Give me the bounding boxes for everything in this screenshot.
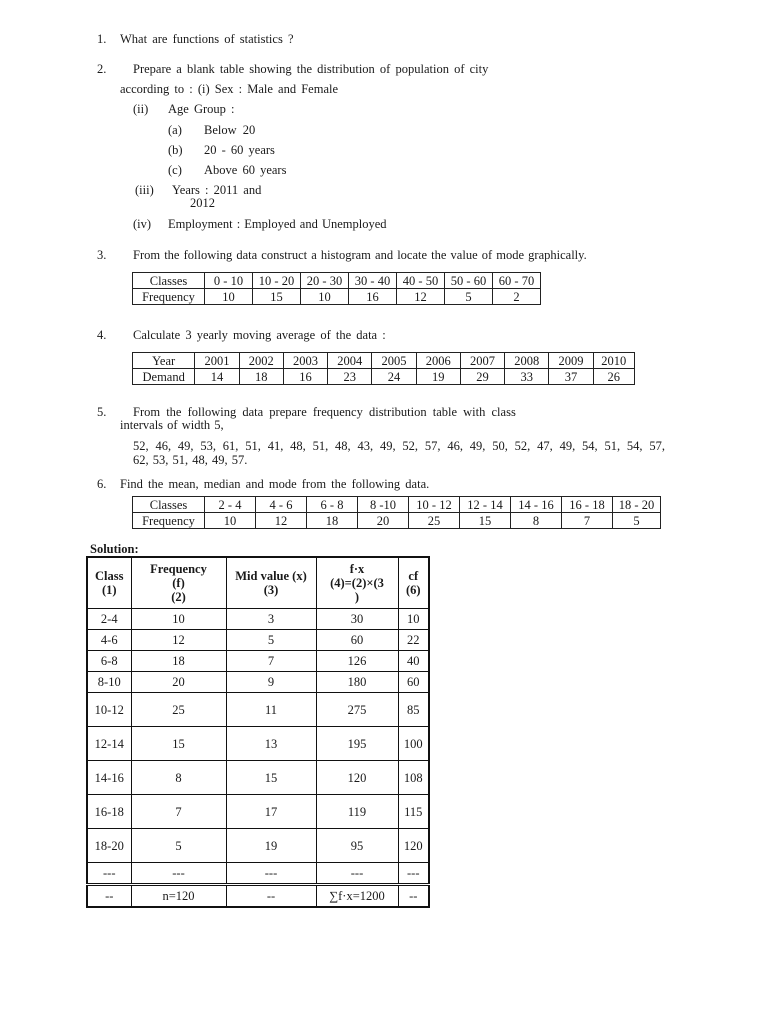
header-subtext: (3) (263, 583, 279, 597)
q5-line1: From the following data prepare frequency distribution table with class (133, 405, 516, 419)
total-frequency-cell: n=120 (131, 885, 226, 908)
q2-iii-text: Years : 2011 and (172, 183, 262, 197)
cf-cell: 115 (398, 795, 429, 829)
fx-cell: 30 (316, 609, 398, 630)
q2-b-text: 20 - 60 years (204, 143, 275, 157)
q6-class-cell: 14 - 16 (511, 497, 562, 513)
q2-iv-label: (iv) (133, 217, 152, 231)
cf-cell: 10 (398, 609, 429, 630)
mid-value-cell: 9 (226, 672, 316, 693)
total-fx-cell: ∑f·x=1200 (316, 885, 398, 908)
mid-value-cell: 15 (226, 761, 316, 795)
q4-number: 4. (97, 328, 107, 342)
q4-demand-cell: 18 (239, 369, 283, 385)
q6-freq-cell: 8 (511, 513, 562, 529)
q6-class-cell: 4 - 6 (256, 497, 307, 513)
fx-cell: 120 (316, 761, 398, 795)
header-subtext: (4)=(2)×(3 (330, 576, 384, 590)
q4-year-cell: 2008 (505, 353, 549, 369)
mid-value-cell: 13 (226, 727, 316, 761)
cf-cell: 120 (398, 829, 429, 863)
mid-value-cell: 7 (226, 651, 316, 672)
q3-number: 3. (97, 248, 107, 262)
frequency-cell: 5 (131, 829, 226, 863)
header-subtext: (f) (172, 576, 185, 590)
table-row (87, 609, 429, 630)
q5-line2: intervals of width 5, (120, 418, 224, 432)
q4-year-cell: 2005 (372, 353, 416, 369)
class-cell: --- (87, 863, 131, 885)
solution-title: Solution: (90, 542, 139, 556)
fx-cell: 60 (316, 630, 398, 651)
q3-class-cell: 20 - 30 (301, 273, 349, 289)
fx-cell: 180 (316, 672, 398, 693)
header-class (87, 557, 131, 609)
q4-row-label-year: Year (133, 353, 195, 369)
q6-freq-cell: 10 (205, 513, 256, 529)
q4-year-cell: 2006 (416, 353, 460, 369)
q6-class-cell: 6 - 8 (307, 497, 358, 513)
table-row (87, 727, 429, 761)
q4-text: Calculate 3 yearly moving average of the data : (133, 328, 386, 342)
q1-number: 1. (97, 32, 107, 46)
q2-c-label: (c) (168, 163, 182, 177)
q4-demand-cell: 24 (372, 369, 416, 385)
q3-freq-cell: 15 (253, 289, 301, 305)
q6-class-cell: 16 - 18 (562, 497, 613, 513)
header-text: Frequency (150, 562, 207, 576)
frequency-cell: 12 (131, 630, 226, 651)
q6-class-cell: 2 - 4 (205, 497, 256, 513)
header-mid-value (226, 557, 316, 609)
q3-freq-cell: 2 (493, 289, 541, 305)
q4-year-cell: 2007 (460, 353, 504, 369)
cf-cell: 85 (398, 693, 429, 727)
q6-freq-cell: 5 (613, 513, 661, 529)
mid-value-cell: 19 (226, 829, 316, 863)
cf-cell: 60 (398, 672, 429, 693)
class-cell: 8-10 (87, 672, 131, 693)
frequency-cell: 15 (131, 727, 226, 761)
q2-line1: Prepare a blank table showing the distribution of population of city (133, 62, 489, 76)
total-mid-value-cell: -- (226, 885, 316, 908)
class-cell: 12-14 (87, 727, 131, 761)
mid-value-cell: 17 (226, 795, 316, 829)
header-subtext: (2) (171, 590, 186, 604)
q2-number: 2. (97, 62, 107, 76)
fx-cell: 275 (316, 693, 398, 727)
q1-text: What are functions of statistics ? (120, 32, 294, 46)
q2-iii-text-year: 2012 (190, 196, 215, 210)
table-row (87, 651, 429, 672)
q3-table (132, 272, 541, 305)
class-cell: 18-20 (87, 829, 131, 863)
q5-data-line1: 52, 46, 49, 53, 61, 51, 41, 48, 51, 48, 43, 49, 52, 57, 46, 49, 50, 52, 47, 49, 54, 51, 54, 57, (133, 439, 665, 453)
cf-cell: 108 (398, 761, 429, 795)
q6-table (132, 496, 661, 529)
header-fx (316, 557, 398, 609)
cf-cell: 40 (398, 651, 429, 672)
q3-class-cell: 40 - 50 (397, 273, 445, 289)
q2-ii-label: (ii) (133, 102, 149, 116)
q6-freq-cell: 15 (460, 513, 511, 529)
q3-freq-cell: 12 (397, 289, 445, 305)
q6-row-label-classes: Classes (133, 497, 205, 513)
header-text: cf (408, 569, 419, 583)
header-cf (398, 557, 429, 609)
q3-class-cell: 50 - 60 (445, 273, 493, 289)
q6-freq-cell: 12 (256, 513, 307, 529)
q4-year-cell: 2009 (549, 353, 593, 369)
table-row (87, 829, 429, 863)
cf-cell: 22 (398, 630, 429, 651)
q3-class-cell: 10 - 20 (253, 273, 301, 289)
total-class-cell: -- (87, 885, 131, 908)
q5-number: 5. (97, 405, 107, 419)
mid-value-cell: 3 (226, 609, 316, 630)
q3-freq-cell: 10 (205, 289, 253, 305)
total-cf-cell: -- (398, 885, 429, 908)
class-cell: 16-18 (87, 795, 131, 829)
q6-freq-cell: 25 (409, 513, 460, 529)
q4-year-cell: 2010 (593, 353, 634, 369)
q4-demand-cell: 33 (505, 369, 549, 385)
q6-class-cell: 8 -10 (358, 497, 409, 513)
mid-value-cell: 11 (226, 693, 316, 727)
q6-class-cell: 18 - 20 (613, 497, 661, 513)
q4-demand-cell: 14 (195, 369, 239, 385)
cf-cell: --- (398, 863, 429, 885)
frequency-cell: 8 (131, 761, 226, 795)
q4-year-cell: 2002 (239, 353, 283, 369)
q3-freq-cell: 16 (349, 289, 397, 305)
class-cell: 4-6 (87, 630, 131, 651)
mid-value-cell: --- (226, 863, 316, 885)
class-cell: 2-4 (87, 609, 131, 630)
frequency-cell: 25 (131, 693, 226, 727)
q4-demand-cell: 19 (416, 369, 460, 385)
class-cell: 6-8 (87, 651, 131, 672)
fx-cell: 195 (316, 727, 398, 761)
q4-demand-cell: 29 (460, 369, 504, 385)
fx-cell: --- (316, 863, 398, 885)
fx-cell: 126 (316, 651, 398, 672)
q2-iv-text: Employment : Employed and Unemployed (168, 217, 387, 231)
q5-data-line2: 62, 53, 51, 48, 49, 57. (133, 453, 248, 467)
frequency-cell: --- (131, 863, 226, 885)
header-text: Class (95, 569, 124, 583)
q2-ii-text: Age Group : (168, 102, 235, 116)
frequency-cell: 10 (131, 609, 226, 630)
q3-class-cell: 60 - 70 (493, 273, 541, 289)
q6-freq-cell: 7 (562, 513, 613, 529)
header-text: f·x (349, 562, 365, 576)
frequency-cell: 7 (131, 795, 226, 829)
q2-iii-label: (iii) (135, 183, 154, 197)
q4-demand-cell: 37 (549, 369, 593, 385)
q2-c-text: Above 60 years (204, 163, 287, 177)
q4-year-cell: 2004 (328, 353, 372, 369)
q3-freq-cell: 10 (301, 289, 349, 305)
q4-demand-cell: 16 (283, 369, 327, 385)
q3-class-cell: 30 - 40 (349, 273, 397, 289)
q4-year-cell: 2001 (195, 353, 239, 369)
mid-value-cell: 5 (226, 630, 316, 651)
table-row (87, 672, 429, 693)
q4-demand-cell: 23 (328, 369, 372, 385)
q4-demand-cell: 26 (593, 369, 634, 385)
q4-table (132, 352, 635, 385)
frequency-cell: 18 (131, 651, 226, 672)
class-cell: 14-16 (87, 761, 131, 795)
header-subtext: ) (354, 590, 360, 604)
header-frequency (131, 557, 226, 609)
table-row (87, 630, 429, 651)
q6-row-label-frequency: Frequency (133, 513, 205, 529)
q6-freq-cell: 18 (307, 513, 358, 529)
class-cell: 10-12 (87, 693, 131, 727)
q3-row-label-frequency: Frequency (133, 289, 205, 305)
table-row (87, 795, 429, 829)
q3-text: From the following data construct a histogram and locate the value of mode graphically. (133, 248, 587, 262)
q2-a-text: Below 20 (204, 123, 256, 137)
header-text: Mid value (x) (235, 569, 307, 583)
q2-line2: according to : (i) Sex : Male and Female (120, 82, 339, 96)
q2-b-label: (b) (168, 143, 183, 157)
table-row (87, 761, 429, 795)
header-subtext: (6) (405, 583, 421, 597)
q6-class-cell: 10 - 12 (409, 497, 460, 513)
frequency-cell: 20 (131, 672, 226, 693)
total-row (87, 885, 429, 908)
q4-year-cell: 2003 (283, 353, 327, 369)
cf-cell: 100 (398, 727, 429, 761)
table-row (87, 693, 429, 727)
fx-cell: 95 (316, 829, 398, 863)
q6-class-cell: 12 - 14 (460, 497, 511, 513)
q3-freq-cell: 5 (445, 289, 493, 305)
header-subtext: (1) (101, 583, 117, 597)
q6-text: Find the mean, median and mode from the following data. (120, 477, 430, 491)
table-row (87, 863, 429, 885)
solution-table (86, 556, 430, 908)
q4-row-label-demand: Demand (133, 369, 195, 385)
q3-row-label-classes: Classes (133, 273, 205, 289)
q6-number: 6. (97, 477, 107, 491)
q6-freq-cell: 20 (358, 513, 409, 529)
q3-class-cell: 0 - 10 (205, 273, 253, 289)
q2-a-label: (a) (168, 123, 182, 137)
fx-cell: 119 (316, 795, 398, 829)
